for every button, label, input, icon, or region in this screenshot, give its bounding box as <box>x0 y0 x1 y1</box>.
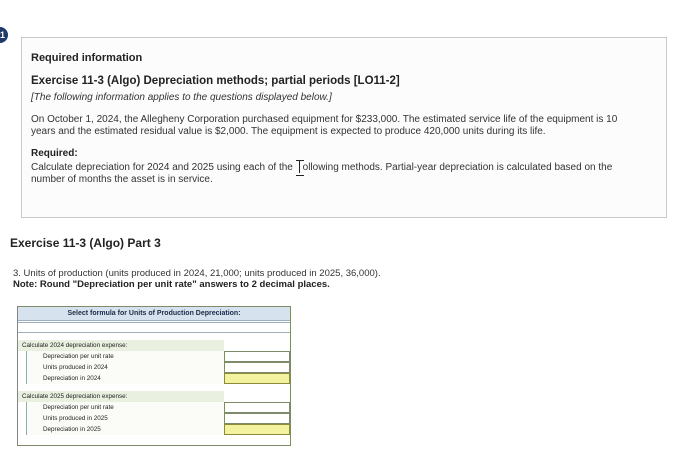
row-label: Depreciation per unit rate <box>26 351 224 362</box>
row-2024-heading <box>18 340 290 351</box>
formula-table-header: Select formula for Units of Production Depreciation: <box>18 307 290 321</box>
problem-paragraph: On October 1, 2024, the Allegheny Corporation purchased equipment for $233,000. The estimated service life of the equipment is 10 years and the estimated residual value is $2,000. The equipment is expected to produce 420,000 units during its life. <box>31 114 618 137</box>
row-2025-heading <box>18 391 290 402</box>
required-text <box>31 160 626 186</box>
units-2024-input[interactable] <box>224 362 290 373</box>
rate-2025-input[interactable] <box>224 402 290 413</box>
question-block <box>13 268 381 290</box>
text-cursor-icon <box>296 160 304 174</box>
row-label: Depreciation in 2024 <box>26 373 224 384</box>
row-label: Calculate 2025 depreciation expense: <box>18 391 224 402</box>
row-label: Calculate 2024 depreciation expense: <box>18 340 224 351</box>
depreciation-2025-input[interactable] <box>224 424 290 435</box>
required-information-panel <box>21 37 667 218</box>
info-note: [The following information applies to the questions displayed below.] <box>31 92 332 103</box>
row-label: Units produced in 2024 <box>26 362 224 373</box>
rate-2024-input[interactable] <box>224 351 290 362</box>
formula-table <box>17 306 291 446</box>
row-rate-2025 <box>18 402 290 413</box>
row-rate-2024 <box>18 351 290 362</box>
part-title: Exercise 11-3 (Algo) Part 3 <box>10 236 161 250</box>
required-text-end: ollowing methods. Partial-year depreciation is calculated based on the number of months the asset is in service. <box>31 162 613 185</box>
row-label: Depreciation in 2025 <box>26 424 224 435</box>
required-label: Required: <box>31 148 78 159</box>
row-depreciation-2025 <box>18 424 290 435</box>
exercise-title: Exercise 11-3 (Algo) Depreciation methods; partial periods [LO11-2] <box>31 75 400 87</box>
step-badge: 1 <box>0 27 8 43</box>
row-label: Depreciation per unit rate <box>26 402 224 413</box>
formula-select-row[interactable] <box>18 322 290 333</box>
question-text: 3. Units of production (units produced in 2024, 21,000; units produced in 2025, 36,000). <box>13 268 381 279</box>
depreciation-2024-input[interactable] <box>224 373 290 384</box>
row-label: Units produced in 2025 <box>26 413 224 424</box>
rounding-note: Note: Round "Depreciation per unit rate" answers to 2 decimal places. <box>13 279 330 290</box>
info-title: Required information <box>31 52 143 64</box>
required-text-start: Calculate depreciation for 2024 and 2025 using each of the <box>31 162 296 173</box>
units-2025-input[interactable] <box>224 413 290 424</box>
row-depreciation-2024 <box>18 373 290 384</box>
row-units-2024 <box>18 362 290 373</box>
row-units-2025 <box>18 413 290 424</box>
